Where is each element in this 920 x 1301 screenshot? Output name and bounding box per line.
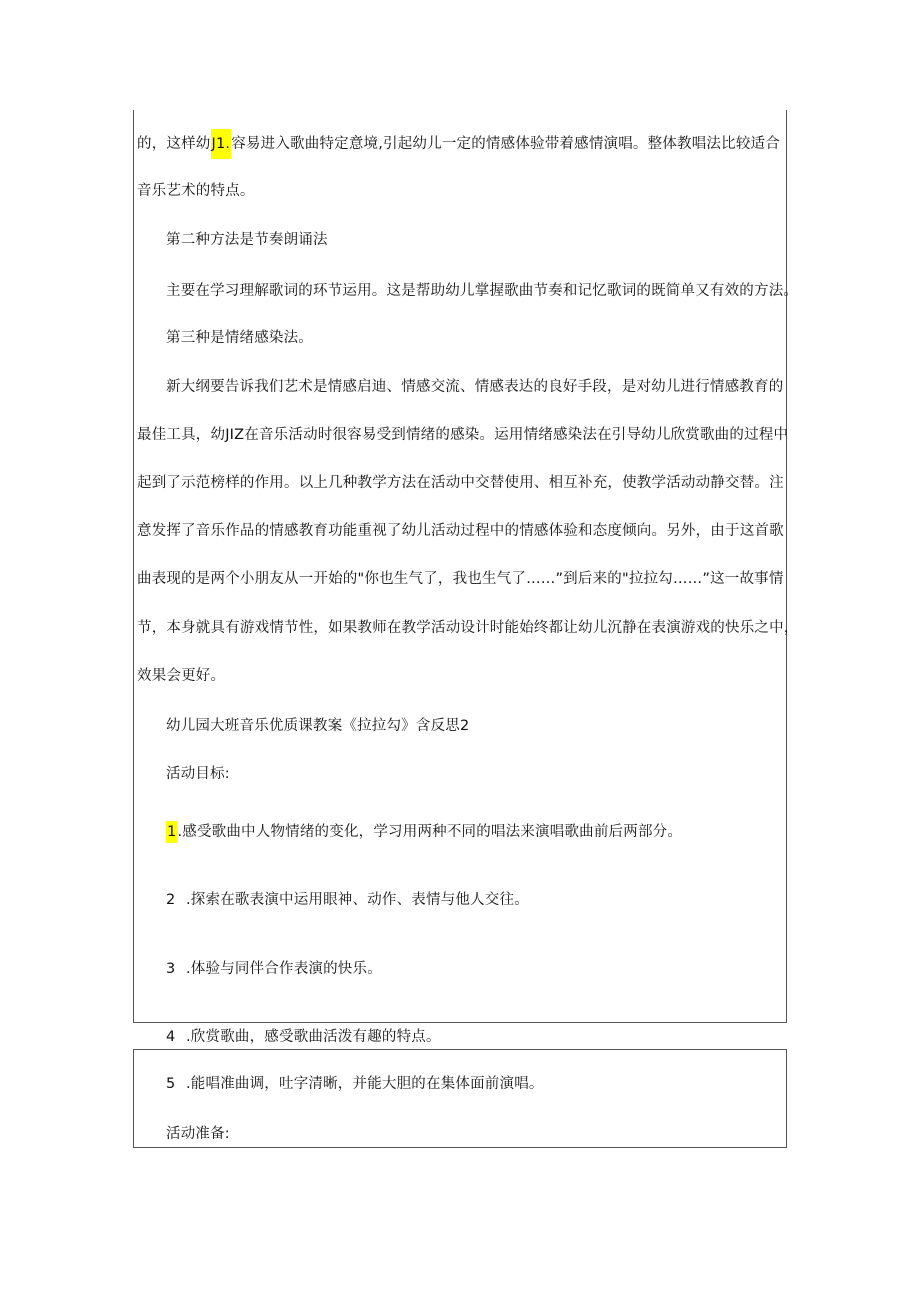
goal-text: .欣赏歌曲，感受歌曲活泼有趣的特点。 bbox=[186, 1029, 441, 1045]
goal-number-highlighted: 1 bbox=[166, 821, 177, 843]
paragraph-heading: 第二种方法是节奏朗诵法 bbox=[166, 232, 328, 248]
paragraph-line: 起到了示范榜样的作用。以上几种教学方法在活动中交替使用、相互补充，使教学活动动静交替。注 bbox=[137, 475, 784, 491]
goal-item bbox=[166, 890, 529, 910]
goal-text: .体验与同伴合作表演的快乐。 bbox=[186, 961, 382, 977]
goal-number: 2 bbox=[166, 892, 176, 908]
goal-text: .能唱准曲调，吐字清晰，并能大胆的在集体面前演唱。 bbox=[186, 1076, 544, 1092]
goal-item bbox=[166, 821, 682, 843]
goal-item bbox=[166, 959, 382, 979]
goal-number: 4 bbox=[166, 1029, 176, 1045]
paragraph-line: 意发挥了音乐作品的情感教育功能重视了幼儿活动过程中的情感体验和态度倾向。另外，由于这首歌 bbox=[137, 523, 784, 539]
paragraph-line bbox=[137, 134, 780, 154]
paragraph-line: 音乐艺术的特点。 bbox=[137, 183, 255, 199]
paragraph-line: 曲表现的是两个小朋友从一开始的"你也生气了，我也生气了……”到后来的"拉拉勾……”这一故事情 bbox=[137, 571, 784, 587]
paragraph-line: 最佳工具，幼JIZ在音乐活动时很容易受到情绪的感染。运用情绪感染法在引导幼儿欣赏歌曲的过程中 bbox=[137, 427, 789, 443]
paragraph-line: 效果会更好。 bbox=[137, 668, 226, 684]
goal-number: 3 bbox=[166, 961, 176, 977]
paragraph-line: 主要在学习理解歌词的环节运用。这是帮助幼儿掌握歌曲节奏和记忆歌词的既简单又有效的方法。 bbox=[166, 283, 799, 299]
goal-text: .感受歌曲中人物情绪的变化，学习用两种不同的唱法来演唱歌曲前后两部分。 bbox=[177, 824, 683, 840]
goal-text: .探索在歌表演中运用眼神、动作、表情与他人交往。 bbox=[186, 892, 529, 908]
goals-label: 活动目标: bbox=[166, 766, 230, 782]
paragraph-line: 新大纲要告诉我们艺术是情感启迪、情感交流、情感表达的良好手段，是对幼儿进行情感教育的 bbox=[166, 379, 784, 395]
goal-item bbox=[166, 1074, 544, 1094]
section-title: 幼儿园大班音乐优质课教案《拉拉勾》含反思2 bbox=[166, 718, 470, 734]
paragraph-line: 节，本身就具有游戏情节性，如果教师在教学活动设计时能始终都让幼儿沉静在表演游戏的快乐之中， bbox=[137, 620, 799, 636]
text-run: 容易进入歌曲特定意境,引起幼儿一定的情感体验带着感情演唱。整体教唱法比较适合 bbox=[231, 136, 780, 152]
goal-item bbox=[166, 1027, 441, 1047]
text-run: 的，这样幼 bbox=[137, 136, 211, 152]
paragraph-heading: 第三种是情绪感染法。 bbox=[166, 330, 313, 346]
prep-label: 活动准备: bbox=[166, 1126, 230, 1142]
highlighted-text: J1. bbox=[211, 129, 232, 159]
page-frame-bottom bbox=[133, 1049, 787, 1148]
goal-number: 5 bbox=[166, 1076, 176, 1092]
